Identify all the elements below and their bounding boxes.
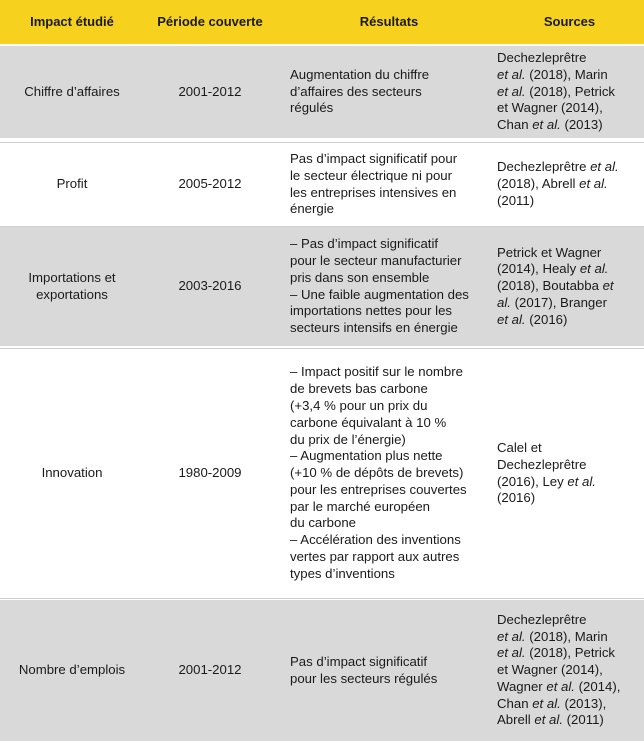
results-cell: – Impact positif sur le nombre de brevets bas carbone (+3,4 % pour un prix du carbone équivalant à 10 % du prix de l’énergie) – Augmentation plus nette (+10 % de dépôts de brevets) pour les entreprises couvertes par le marché européen du carbone – Accélération des inventions vertes par rapport aux autres types d’inventions [290, 364, 467, 581]
source-etal: et al. [567, 473, 596, 489]
sources-cell [497, 50, 615, 134]
impact-cell: Chiffre d’affaires [24, 83, 120, 99]
impact-cell: Importations et exportations [28, 269, 116, 302]
source-etal: et al. [532, 117, 561, 133]
period-cell: 2001-2012 [178, 662, 242, 678]
table-row [0, 227, 644, 348]
source-text: Calel et Dechezleprêtre (2016), Ley [497, 439, 587, 489]
impact-cell: Profit [56, 176, 88, 192]
header-results: Résultats [359, 13, 419, 29]
header-impact: Impact étudié [30, 13, 114, 29]
source-text: (2018), Petrick et Wagner (2014), Wagner [497, 645, 616, 694]
table-row [0, 600, 644, 743]
source-text: (2016) [497, 490, 536, 506]
source-etal: et al. [497, 311, 526, 327]
source-etal: et al. [497, 628, 526, 644]
source-etal: et al. [534, 712, 563, 728]
source-text: (2011) [497, 192, 535, 208]
source-etal: et al. [497, 278, 614, 310]
source-text: Dechezleprêtre [497, 159, 591, 175]
source-text: (2018), Marin [529, 628, 608, 644]
source-etal: et al. [546, 678, 575, 694]
source-etal: et al. [497, 83, 526, 99]
sources-cell [497, 245, 614, 329]
period-cell: 2001-2012 [178, 83, 242, 99]
period-cell: 1980-2009 [178, 465, 242, 481]
source-etal: et al. [579, 261, 609, 277]
source-text: (2018), Marin [529, 66, 608, 82]
sources-cell [497, 440, 596, 507]
source-etal: et al. [497, 645, 526, 661]
source-etal: et al. [579, 176, 608, 192]
impact-cell: Innovation [41, 465, 103, 481]
source-text: Petrick et Wagner (2014), Healy [497, 244, 602, 277]
source-text: (2013), Abrell [497, 695, 607, 728]
table-header [0, 0, 644, 46]
table-row [0, 46, 644, 140]
source-text: (2017), Branger [514, 294, 607, 310]
source-text: (2018), Petrick et Wagner (2014), Chan [497, 83, 616, 133]
results-cell: Pas d’impact significatif pour les secteurs régulés [290, 653, 438, 686]
source-text: Dechezleprêtre [497, 611, 587, 627]
impact-cell: Nombre d’emplois [18, 662, 126, 678]
header-period: Période couverte [157, 13, 263, 29]
sources-cell [497, 159, 619, 209]
source-etal: et al. [532, 695, 561, 711]
source-text: (2014), Chan [497, 678, 621, 711]
source-text: (2016) [525, 311, 568, 327]
source-text: (2013) [560, 117, 603, 133]
results-cell: Pas d’impact significatif pour le secteur électrique ni pour les entreprises intensives en énergie [290, 150, 458, 217]
period-cell: 2005-2012 [178, 176, 242, 192]
source-etal: et al. [590, 159, 619, 175]
source-text: Dechezleprêtre [497, 50, 587, 65]
period-cell: 2003-2016 [178, 278, 242, 294]
source-text: (2018), Abrell [497, 176, 576, 192]
source-etal: et al. [497, 66, 526, 82]
results-cell: – Pas d’impact significatif pour le secteur manufacturier pris dans son ensemble – Une faible augmentation des importations nettes pour les secteurs intensifs en énergie [290, 236, 469, 336]
source-text: (2011) [562, 712, 604, 728]
table-row [0, 348, 644, 599]
results-cell: Augmentation du chiffre d’affaires des secteurs régulés [290, 66, 430, 116]
table-row [0, 142, 644, 227]
header-sources: Sources [543, 13, 596, 29]
source-text: (2018), Boutabba [497, 278, 599, 294]
sources-cell [497, 612, 620, 730]
